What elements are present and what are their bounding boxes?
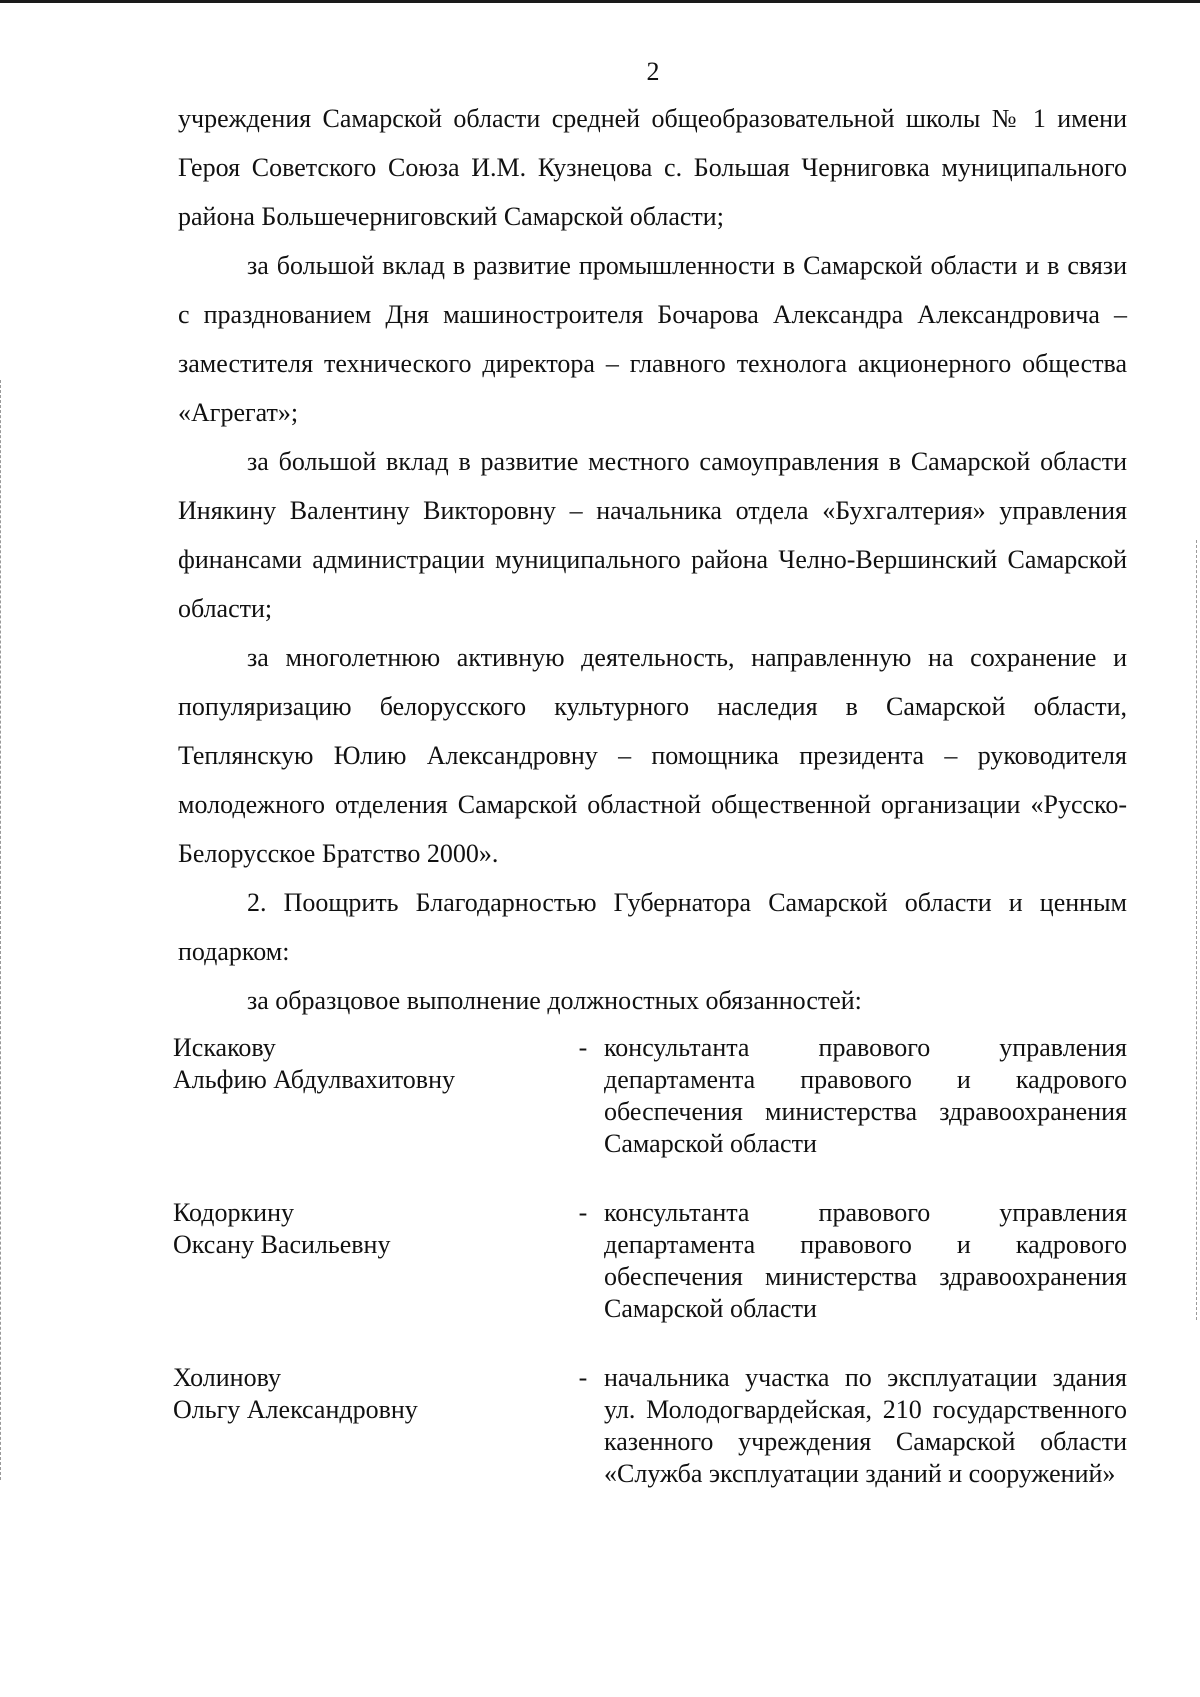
page-number: 2 [646,57,660,86]
awardee-name [173,1362,570,1490]
top-border-line [0,0,1200,3]
awardee-surname: Искакову [173,1033,276,1062]
awardee-given-names: Ольгу Александровну [173,1395,418,1424]
paragraph-cultural-heritage-award: за многолетнюю активную деятельность, направленную на сохранение и популяризацию белорусского культурного наследия в Самарской области, Теплянскую Юлию Александровну – помощника президента – руководителя молодежного отделения Самарской областной общественной организации «Русско-Белорусское Братство 2000». [178,643,1127,868]
awardee-entry [173,1032,1127,1160]
entry-dash: - [578,1198,588,1227]
awardee-name [173,1032,570,1160]
paragraph-continuation: учреждения Самарской области средней общеобразовательной школы № 1 имени Героя Советского Союза И.М. Кузнецова с. Большая Черниговка муниципального района Большечерниговский Самарской области; [178,104,1127,231]
awardee-surname: Холинову [173,1363,281,1392]
paragraph-self-government-award: за большой вклад в развитие местного самоуправления в Самарской области Инякину Валентину Викторовну – начальника отдела «Бухгалтерия» управления финансами администрации муниципального района Челно-Вершинский Самарской области; [178,447,1127,623]
awardee-entry [173,1362,1127,1490]
awardee-surname: Кодоркину [173,1198,294,1227]
awardee-position: консультанта правового управления департамента правового и кадрового обеспечения министерства здравоохранения Самарской области [604,1198,1127,1323]
document-body [178,94,1127,1025]
scan-edge-right [1196,540,1199,1320]
awardee-entry [173,1197,1127,1325]
awardee-given-names: Альфию Абдулвахитовну [173,1065,455,1094]
paragraph-item-2: 2. Поощрить Благодарностью Губернатора Самарской области и ценным подарком: [178,888,1127,966]
scan-edge-left [0,380,3,1480]
awardee-name [173,1197,570,1325]
entry-dash: - [578,1033,588,1062]
awardee-given-names: Оксану Васильевну [173,1230,391,1259]
awardee-position: консультанта правового управления департамента правового и кадрового обеспечения министерства здравоохранения Самарской области [604,1033,1127,1158]
entry-dash: - [578,1363,588,1392]
paragraph-duties-heading: за образцовое выполнение должностных обязанностей: [247,986,862,1015]
awardee-list [173,1032,1127,1527]
paragraph-industry-award: за большой вклад в развитие промышленности в Самарской области и в связи с празднованием Дня машиностроителя Бочарова Александра Александровича – заместителя технического директора – главного технолога акционерного общества «Агрегат»; [178,251,1127,427]
awardee-position: начальника участка по эксплуатации здания ул. Молодогвардейская, 210 государственного казенного учреждения Самарской области «Служба эксплуатации зданий и сооружений» [604,1363,1127,1488]
